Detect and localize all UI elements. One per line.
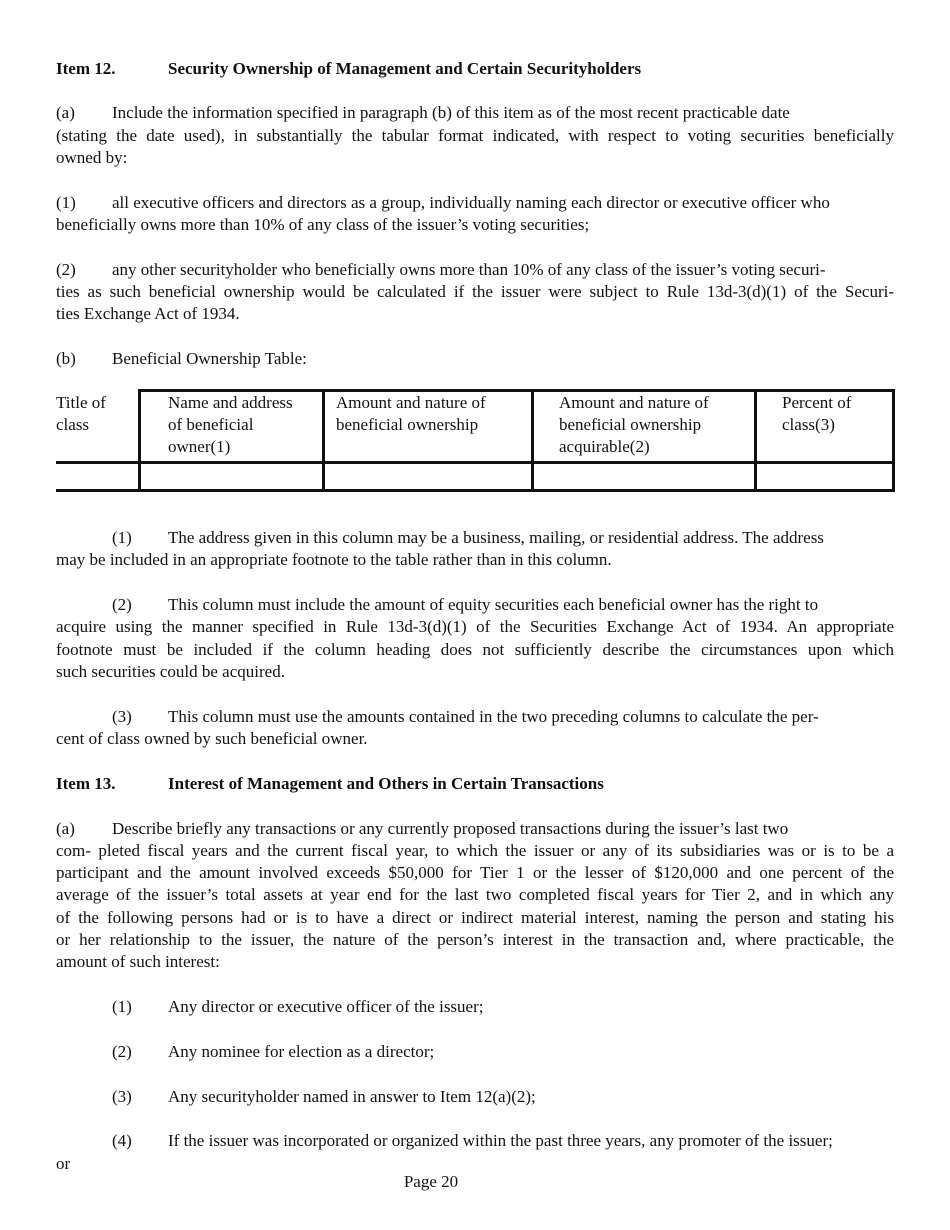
footnote-line: cent of class owned by such beneficial owner. [56, 729, 368, 748]
paragraph-line: beneficially owns more than 10% of any class of the issuer’s voting securities; [56, 215, 590, 234]
table-header-title-of-class [56, 392, 106, 436]
footnote-line: footnote must be included if the column heading does not sufficiently describe the circumstances upon which [56, 640, 894, 659]
paragraph-line: participant and the amount involved exceeds $50,000 for Tier 1 or the lesser of $120,000 and one percent of the [56, 863, 894, 882]
paragraph-line: of the following persons had or is to have a direct or indirect material interest, naming the person and stating his [56, 908, 894, 927]
header-line: beneficial ownership [336, 415, 479, 435]
paragraph-line: owned by: [56, 148, 128, 167]
footnote-line: such securities could be acquired. [56, 662, 285, 681]
footnote-label: (2) [112, 595, 132, 614]
paragraph-text: Beneficial Ownership Table: [112, 349, 307, 368]
item-13-number: Item 13. [56, 774, 116, 793]
paragraph-label: (2) [56, 260, 76, 279]
header-line: Percent of [782, 393, 852, 412]
header-line: class(3) [782, 415, 835, 435]
header-line: Title of [56, 393, 106, 412]
table-rule [322, 389, 325, 492]
table-header-amount-acquirable [559, 392, 709, 459]
list-item-label: (3) [112, 1087, 132, 1106]
item-12-title: Security Ownership of Management and Certain Securityholders [168, 59, 642, 78]
paragraph-line: all executive officers and directors as a group, individually naming each director or executive officer who [112, 193, 830, 212]
paragraph-label: (b) [56, 349, 76, 368]
footnote-line: The address given in this column may be a business, mailing, or residential address. The address [168, 528, 824, 547]
footnote-label: (1) [112, 528, 132, 547]
list-item-label: (2) [112, 1042, 132, 1061]
item-13-title: Interest of Management and Others in Certain Transactions [168, 774, 604, 793]
header-line: beneficial ownership [559, 415, 702, 435]
paragraph-line: amount of such interest: [56, 952, 220, 971]
footnote-line: may be included in an appropriate footnote to the table rather than in this column. [56, 550, 612, 569]
table-rule [754, 389, 757, 492]
list-item-text: Any securityholder named in answer to Item 12(a)(2); [168, 1087, 536, 1106]
table-rule [56, 461, 895, 464]
table-header-name-address [168, 392, 293, 459]
header-line: Amount and nature of [336, 393, 486, 412]
footnote-line: This column must use the amounts contained in the two preceding columns to calculate the per- [168, 707, 819, 726]
paragraph-line: Include the information specified in paragraph (b) of this item as of the most recent practicable date [112, 103, 790, 122]
list-item-text: If the issuer was incorporated or organized within the past three years, any promoter of the issuer; [168, 1131, 833, 1150]
table-rule [56, 489, 895, 492]
paragraph-line: ties Exchange Act of 1934. [56, 304, 240, 323]
beneficial-ownership-table [56, 389, 895, 491]
table-header-amount-nature [336, 392, 486, 436]
paragraph-line: ties as such beneficial ownership would be calculated if the issuer were subject to Rule 13d-3(d)(1) of the Securi- [56, 282, 894, 301]
list-item-text: Any nominee for election as a director; [168, 1042, 435, 1061]
trailing-or: or [56, 1154, 71, 1173]
list-item-label: (1) [112, 997, 132, 1016]
header-line: class [56, 415, 90, 435]
paragraph-line: Describe briefly any transactions or any currently proposed transactions during the issuer’s last two [112, 819, 789, 838]
list-item-text: Any director or executive officer of the issuer; [168, 997, 484, 1016]
header-line: Name and address [168, 393, 293, 412]
list-item-label: (4) [112, 1131, 132, 1150]
table-rule [138, 389, 141, 492]
paragraph-label: (a) [56, 103, 75, 122]
paragraph-line: or her relationship to the issuer, the nature of the person’s interest in the transaction and, where practicable, the [56, 930, 894, 949]
header-line: of beneficial [168, 415, 254, 435]
header-line: Amount and nature of [559, 393, 709, 412]
footnote-label: (3) [112, 707, 132, 726]
table-header-percent-of-class [782, 392, 851, 436]
footnote-line: This column must include the amount of equity securities each beneficial owner has the right to [168, 595, 819, 614]
footnote-line: acquire using the manner specified in Rule 13d-3(d)(1) of the Securities Exchange Act of 1934. An appropriate [56, 617, 894, 636]
paragraph-line: any other securityholder who beneficially owns more than 10% of any class of the issuer’s voting securi- [112, 260, 826, 279]
paragraph-line: com- pleted fiscal years and the current fiscal year, to which the issuer or any of its subsidiaries was or is to be a [56, 841, 894, 860]
header-line: owner(1) [168, 437, 231, 457]
item-12-number: Item 12. [56, 59, 116, 78]
page-number: Page 20 [403, 1172, 459, 1191]
paragraph-label: (a) [56, 819, 75, 838]
paragraph-label: (1) [56, 193, 76, 212]
paragraph-line: (stating the date used), in substantially the tabular format indicated, with respect to voting securities beneficially [56, 126, 894, 145]
table-rule [531, 389, 534, 492]
paragraph-line: average of the issuer’s total assets at year end for the last two completed fiscal years for Tier 2, and in which any [56, 885, 894, 904]
table-rule [892, 389, 895, 492]
header-line: acquirable(2) [559, 437, 650, 457]
